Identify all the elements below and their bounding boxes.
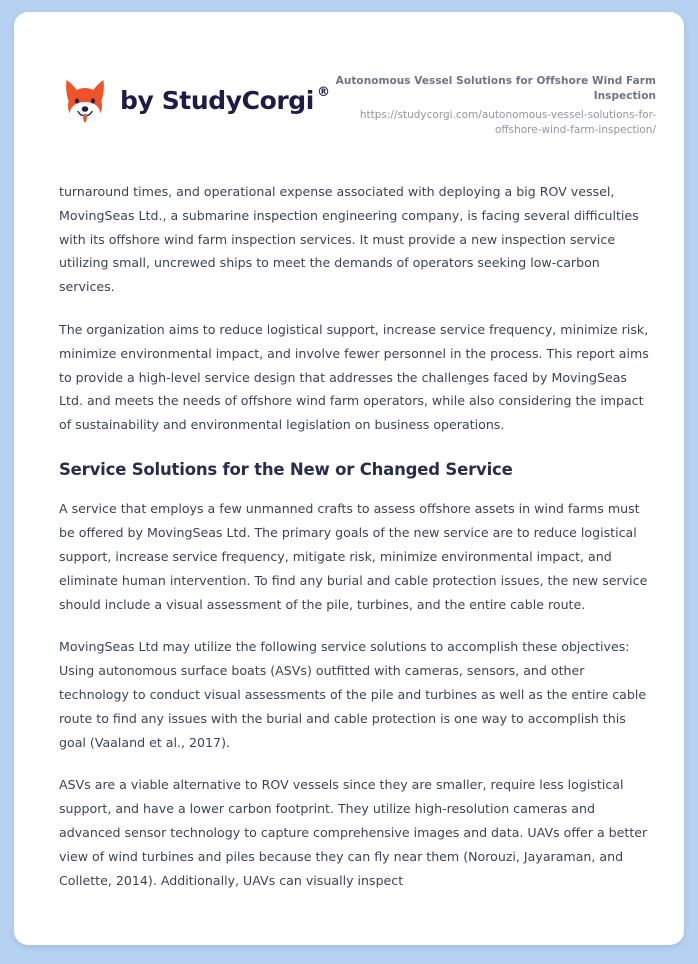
- body-paragraph: MovingSeas Ltd may utilize the following service solutions to accomplish these objectives: Using autonomous surface boats (ASVs) outfitted with cameras, sensors, and other technology to conduct visual assessments of the pile and turbines as well as the entire cable route to find any issues with the burial and cable protection is one way to accomplish this goal (Vaaland et al., 2017).: [59, 639, 647, 750]
- corgi-head-icon: [60, 75, 110, 125]
- brand-wordmark: [120, 85, 330, 115]
- document-body: [59, 180, 651, 892]
- registered-trademark-icon: ®: [316, 85, 330, 101]
- brand-wordmark-text: by StudyCorgi: [120, 85, 314, 115]
- document-title: Autonomous Vessel Solutions for Offshore Wind Farm Inspection: [335, 75, 656, 102]
- body-paragraph: The organization aims to reduce logistical support, increase service frequency, minimize risk, minimize environmental impact, and involve fewer personnel in the process. This report aims to provide a high-level service design that addresses the challenges faced by MovingSeas Ltd. and meets the needs of offshore wind farm operators, while also considering the impact of sustainability and environmental legislation on business operations.: [59, 321, 649, 433]
- body-paragraph: turnaround times, and operational expense associated with deploying a big ROV vessel, MovingSeas Ltd., a submarine inspection engineering company, is facing several difficulties with its offshore wind farm inspection services. It must provide a new inspection service utilizing small, uncrewed ships to meet the demands of operators seeking low-carbon services.: [59, 184, 639, 295]
- section-heading: Service Solutions for the New or Changed Service: [59, 459, 513, 479]
- body-paragraph: A service that employs a few unmanned crafts to assess offshore assets in wind farms must be offered by MovingSeas Ltd. The primary goals of the new service are to reduce logistical support, increase service frequency, mitigate risk, minimize environmental impact, and eliminate human intervention. To find any burial and cable protection issues, the new service should include a visual assessment of the pile, turbines, and the entire cable route.: [59, 501, 648, 612]
- document-meta: [326, 74, 656, 138]
- brand-logo-group: [60, 75, 330, 125]
- page-header: [14, 12, 684, 160]
- body-paragraph: ASVs are a viable alternative to ROV vessels since they are smaller, require less logistical support, and have a lower carbon footprint. They utilize high-resolution cameras and advanced sensor technology to capture comprehensive images and data. UAVs offer a better view of wind turbines and piles because they can fly near them (Norouzi, Jayaraman, and Collette, 2014). Additionally, UAVs can visually inspect: [59, 777, 648, 888]
- document-page: [14, 12, 684, 945]
- document-url[interactable]: https://studycorgi.com/autonomous-vessel-solutions-for-offshore-wind-farm-inspection/: [359, 108, 656, 136]
